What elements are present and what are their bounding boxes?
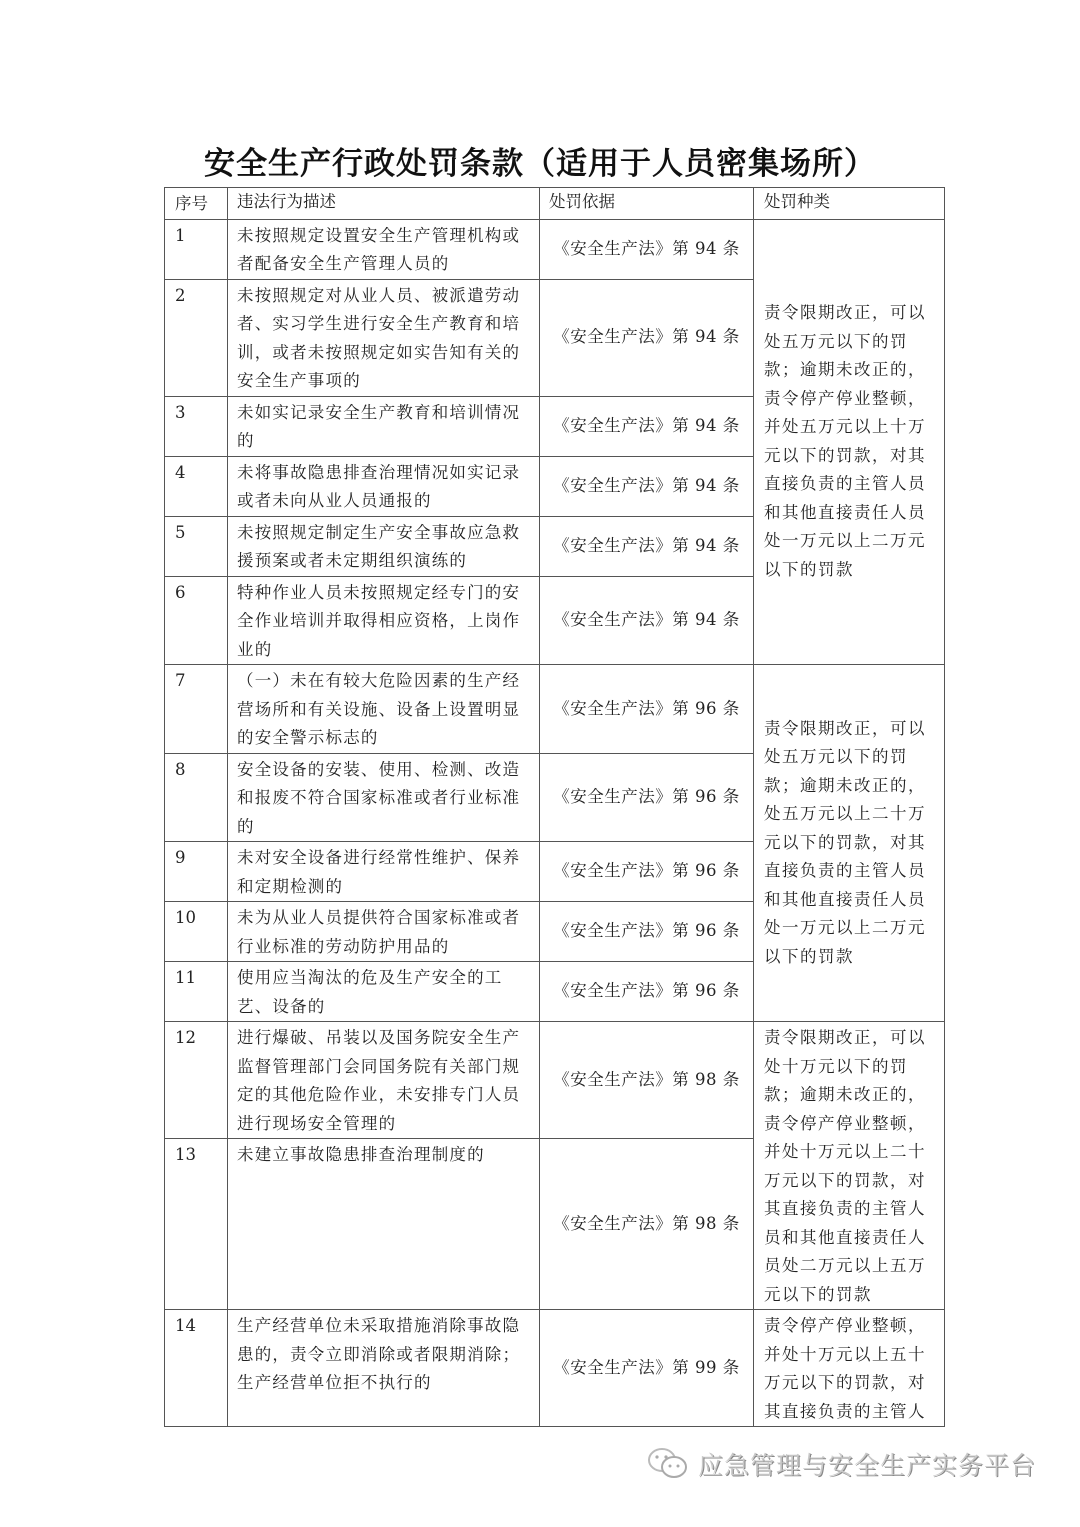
row-basis: 《安全生产法》第 94 条 [540,456,754,516]
wechat-icon [646,1446,690,1482]
row-no: 4 [165,456,228,516]
row-desc: 未对安全设备进行经常性维护、保养和定期检测的 [228,842,540,902]
row-desc: 进行爆破、吊装以及国务院安全生产监督管理部门会同国务院有关部门规定的其他危险作业，未安排专门人员进行现场安全管理的 [228,1022,540,1139]
table-row [165,1022,945,1139]
penalty-table [164,187,945,1427]
penalty-group-1-6: 责令限期改正，可以处五万元以下的罚款；逾期未改正的，责令停产停业整顿，并处五万元以上十万元以下的罚款，对其直接负责的主管人员和其他直接责任人员处一万元以上二万元以下的罚款 [754,219,945,665]
row-basis: 《安全生产法》第 96 条 [540,842,754,902]
row-no: 14 [165,1310,228,1427]
row-desc: （一）未在有较大危险因素的生产经营场所和有关设施、设备上设置明显的安全警示标志的 [228,665,540,754]
row-no: 5 [165,516,228,576]
header-penalty: 处罚种类 [754,188,945,220]
row-basis: 《安全生产法》第 98 条 [540,1022,754,1139]
row-basis: 《安全生产法》第 94 条 [540,396,754,456]
row-basis: 《安全生产法》第 94 条 [540,516,754,576]
row-no: 9 [165,842,228,902]
row-basis: 《安全生产法》第 94 条 [540,576,754,665]
table-row [165,1310,945,1427]
row-basis: 《安全生产法》第 98 条 [540,1139,754,1310]
penalty-group-12-13: 责令限期改正，可以处十万元以下的罚款；逾期未改正的，责令停产停业整顿，并处十万元以上二十万元以下的罚款，对其直接负责的主管人员和其他直接责任人员处二万元以上五万元以下的罚款 [754,1022,945,1310]
row-basis: 《安全生产法》第 96 条 [540,902,754,962]
row-basis: 《安全生产法》第 94 条 [540,219,754,279]
row-no: 6 [165,576,228,665]
penalty-group-7-11: 责令限期改正，可以处五万元以下的罚款；逾期未改正的，处五万元以上二十万元以下的罚款，对其直接负责的主管人员和其他直接责任人员处一万元以上二万元以下的罚款 [754,665,945,1022]
row-no: 10 [165,902,228,962]
row-basis: 《安全生产法》第 96 条 [540,665,754,754]
table-row [165,665,945,754]
header-basis: 处罚依据 [540,188,754,220]
row-no: 3 [165,396,228,456]
row-basis: 《安全生产法》第 96 条 [540,962,754,1022]
row-no: 11 [165,962,228,1022]
row-basis: 《安全生产法》第 99 条 [540,1310,754,1427]
row-desc: 未将事故隐患排查治理情况如实记录或者未向从业人员通报的 [228,456,540,516]
row-desc: 特种作业人员未按照规定经专门的安全作业培训并取得相应资格，上岗作业的 [228,576,540,665]
page-title: 安全生产行政处罚条款（适用于人员密集场所） [204,146,876,182]
row-no: 7 [165,665,228,754]
table-row [165,219,945,279]
row-desc: 生产经营单位未采取措施消除事故隐患的，责令立即消除或者限期消除；生产经营单位拒不执行的 [228,1310,540,1427]
row-no: 12 [165,1022,228,1139]
row-desc: 使用应当淘汰的危及生产安全的工艺、设备的 [228,962,540,1022]
row-no: 13 [165,1139,228,1310]
row-no: 8 [165,753,228,842]
watermark-text: 应急管理与安全生产实务平台 [698,1451,1037,1480]
row-desc: 未按照规定制定生产安全事故应急救援预案或者未定期组织演练的 [228,516,540,576]
row-basis: 《安全生产法》第 96 条 [540,753,754,842]
table-header-row [165,188,945,220]
row-desc: 未如实记录安全生产教育和培训情况的 [228,396,540,456]
row-no: 2 [165,279,228,396]
header-no: 序号 [165,188,228,220]
row-desc: 未建立事故隐患排查治理制度的 [228,1139,540,1310]
watermark [646,1444,1036,1484]
row-desc: 未按照规定对从业人员、被派遣劳动者、实习学生进行安全生产教育和培训，或者未按照规定如实告知有关的安全生产事项的 [228,279,540,396]
penalty-group-14: 责令停产停业整顿，并处十万元以上五十万元以下的罚款，对其直接负责的主管人 [754,1310,945,1427]
row-basis: 《安全生产法》第 94 条 [540,279,754,396]
row-no: 1 [165,219,228,279]
header-desc: 违法行为描述 [228,188,540,220]
row-desc: 安全设备的安装、使用、检测、改造和报废不符合国家标准或者行业标准的 [228,753,540,842]
row-desc: 未按照规定设置安全生产管理机构或者配备安全生产管理人员的 [228,219,540,279]
row-desc: 未为从业人员提供符合国家标准或者行业标准的劳动防护用品的 [228,902,540,962]
